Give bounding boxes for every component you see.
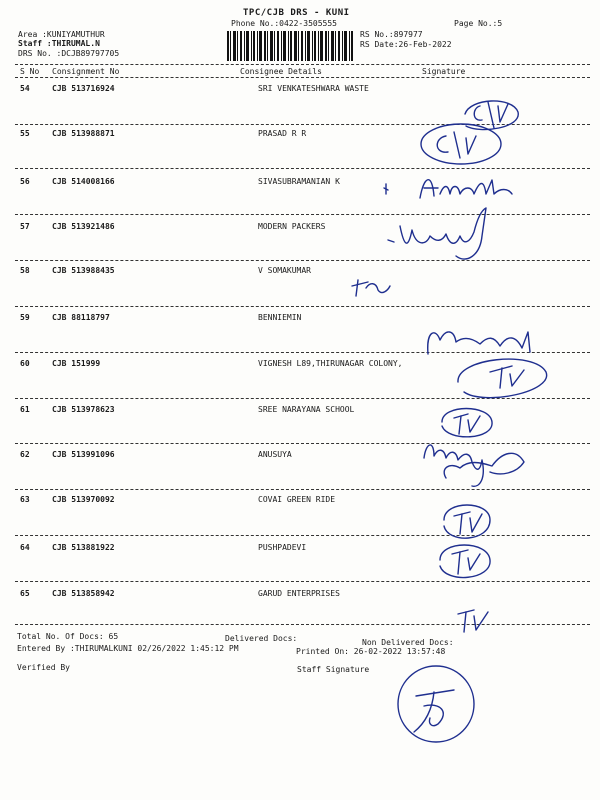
row-sno: 57 [20,222,30,231]
delivered-docs: Delivered Docs: [225,634,298,643]
row-consignment: CJB 513988435 [52,266,115,275]
row-consignment: CJB 513978623 [52,405,115,414]
row-consignee: BENNIEMIN [258,313,302,322]
printed-on: Printed On: 26-02-2022 13:57:48 [296,647,446,656]
staff-signature-mark [394,662,478,748]
rs-date: RS Date:26-Feb-2022 [360,40,452,49]
staff-field: Staff :THIRUMAL.N [18,39,100,48]
row-sno: 65 [20,589,30,598]
row-consignee: COVAI GREEN RIDE [258,495,336,504]
signature-handwritten-stamp [424,326,558,410]
staff-signature-label: Staff Signature [297,665,370,674]
row-sno: 64 [20,543,30,552]
signature-tw-mark [452,606,498,636]
signature-handwritten [380,170,530,204]
row-sno: 56 [20,177,30,186]
row-consignee: VIGNESH L89,THIRUNAGAR COLONY, [258,359,403,368]
signature-tw-circle [434,538,494,584]
row-consignee: GARUD ENTERPRISES [258,589,340,598]
divider [15,535,590,536]
row-sno: 62 [20,450,30,459]
row-consignment: CJB 151999 [52,359,101,368]
signature-handwritten [386,206,496,268]
row-consignee: SIVASUBRAMANIAN K [258,177,340,186]
row-sno: 55 [20,129,30,138]
row-sno: 58 [20,266,30,275]
row-consignment: CJB 514008166 [52,177,115,186]
divider [15,581,590,582]
row-consignee: SREE NARAYANA SCHOOL [258,405,355,414]
col-header-consignee: Consignee Details [240,67,322,76]
row-sno: 63 [20,495,30,504]
row-sno: 61 [20,405,30,414]
divider [15,214,590,215]
col-header-sno: S No [20,67,40,76]
col-header-consignment: Consignment No [52,67,120,76]
row-sno: 60 [20,359,30,368]
divider [15,624,590,625]
row-consignment: CJB 513921486 [52,222,115,231]
row-consignment: CJB 513881922 [52,543,115,552]
col-header-signature: Signature [422,67,466,76]
divider [15,77,590,78]
signature-handwritten [420,438,528,490]
drs-number: DRS No. :DCJB89797705 [18,49,120,58]
divider [15,64,590,65]
divider [15,260,590,261]
row-consignment: CJB 513716924 [52,84,115,93]
signature-handwritten [348,276,394,298]
row-consignee: MODERN PACKERS [258,222,326,231]
total-docs: Total No. Of Docs: 65 [17,632,119,641]
row-consignment: CJB 513858942 [52,589,115,598]
verified-by: Verified By [17,663,70,672]
divider [15,306,590,307]
rs-number: RS No.:897977 [360,30,423,39]
non-delivered-docs: Non Delivered Docs: [362,638,454,647]
barcode-image [227,31,353,61]
page-number: Page No.:5 [454,19,503,28]
row-consignment: CJB 513988871 [52,129,115,138]
divider [15,168,590,169]
signature-cn-circle [418,120,504,168]
entered-by: Entered By :THIRUMALKUNI 02/26/2022 1:45:12 PM [17,644,239,653]
row-consignment: CJB 513991096 [52,450,115,459]
phone-number: Phone No.:0422-3505555 [231,19,337,28]
row-sno: 54 [20,84,30,93]
row-consignee: PUSHPADEVI [258,543,307,552]
row-consignee: SRI VENKATESHWARA WASTE [258,84,369,93]
row-consignment: CJB 88118797 [52,313,110,322]
row-consignee: ANUSUYA [258,450,292,459]
area-field: Area :KUNIYAMUTHUR [18,30,105,39]
sheet-title: TPC/CJB DRS - KUNI [243,8,350,18]
row-consignment: CJB 513970092 [52,495,115,504]
row-consignee: V SOMAKUMAR [258,266,311,275]
row-sno: 59 [20,313,30,322]
row-consignee: PRASAD R R [258,129,307,138]
